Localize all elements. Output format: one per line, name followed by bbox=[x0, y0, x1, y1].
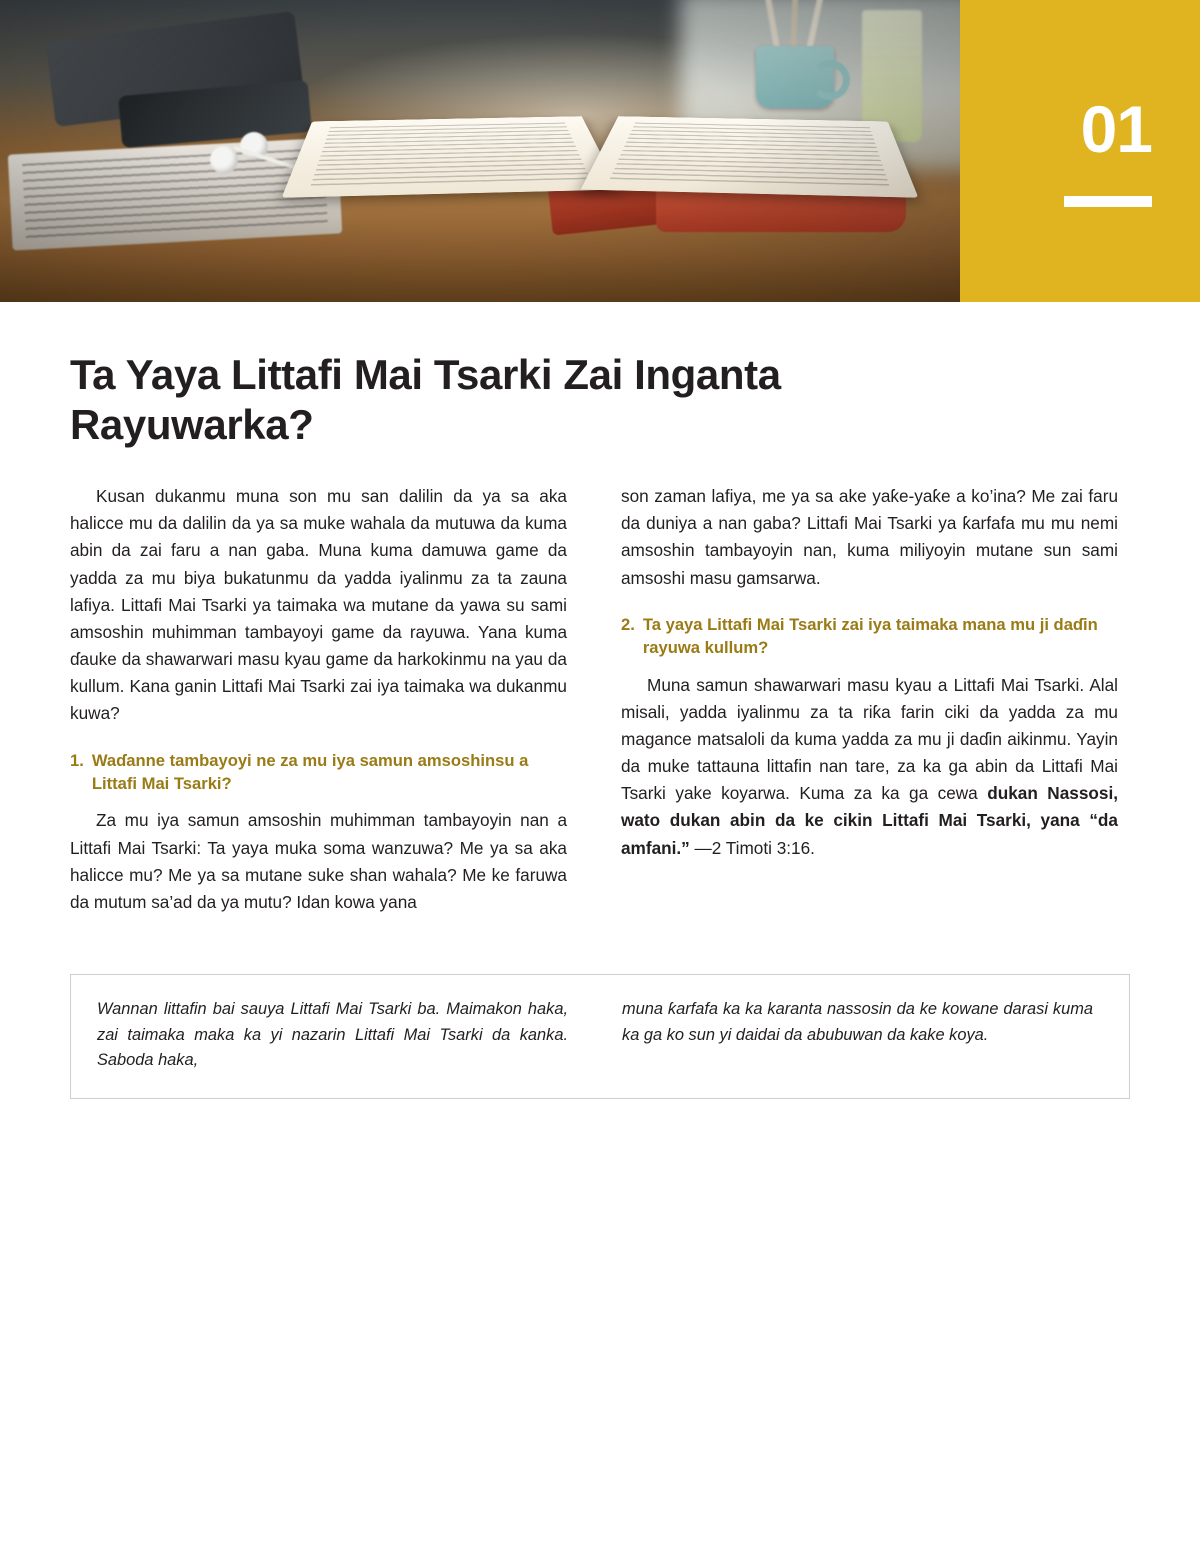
question-2-heading bbox=[621, 614, 1118, 660]
footnote-column-1: Wannan littafin bai sauya Littafi Mai Tsarki ba. Maimakon haka, zai taimaka maka ka yi nazarin Littafi Mai Tsarki da kanka. Saboda haka, bbox=[97, 1000, 568, 1070]
left-column bbox=[70, 483, 567, 916]
question-1-number: 1. bbox=[70, 750, 84, 770]
question-2-answer bbox=[621, 672, 1118, 862]
photo-vignette bbox=[0, 0, 960, 302]
question-1-answer-part1: Za mu iya samun amsoshin muhimman tambayoyin nan a Littafi Mai Tsarki: Ta yaya muka soma wanzuwa? Me ya sa aka halicce mu? Me ya sa mutane suke shan wahala? Me ke faruwa da mutum sa’ad da ya mutu? Idan kowa yana bbox=[70, 810, 567, 912]
question-1-answer-part2: son zaman lafiya, me ya sa ake yaƙe-yaƙe a ko’ina? Me zai faru da duniya a nan gaba? Littafi Mai Tsarki ya ƙarfafa mu mu nemi amsoshin tambayoyin nan, kuma miliyoyin mutane sun sami amsoshi masu gamsarwa. bbox=[621, 486, 1118, 588]
question-2-number: 2. bbox=[621, 614, 635, 634]
two-column-layout bbox=[70, 483, 1130, 916]
question-2-answer-lead: Muna samun shawarwari masu kyau a Littafi Mai Tsarki. Alal misali, yadda iyalinmu za ta riƙa farin ciki da yadda za mu magance matsaloli da kuma yadda za mu ji daɗin aikinmu. Yayin da muke tattauna littafin nan tare, za ka ga abin da Littafi Mai Tsarki yake koyarwa. Kuma za ka ga cewa bbox=[621, 674, 1118, 804]
page-title: Ta Yaya Littafi Mai Tsarki Zai Inganta Rayuwarka? bbox=[70, 351, 781, 448]
question-1-text: Waɗanne tambayoyi ne za mu iya samun amsoshinsu a Littafi Mai Tsarki? bbox=[91, 750, 529, 793]
question-1-heading bbox=[70, 750, 567, 796]
right-column bbox=[621, 483, 1118, 916]
footnote-box bbox=[70, 974, 1130, 1099]
intro-paragraph: Kusan dukanmu muna son mu san dalilin da ya sa aka halicce mu da dalilin da ya sa muke wahala da mutuwa da kuma abin da zai faru a nan gaba. Muna kuma damuwa game da yadda za mu biya bukatunmu da yadda iyalinmu za ta zauna lafiya. Littafi Mai Tsarki ya taimaka wa mutane da yawa su sami amsoshin muhimman tambayoyi game da rayuwa. Yana kuma ɗauke da shawarwari masu kyau game da harkokinmu na yau da kullum. Kana ganin Littafi Mai Tsarki zai iya taimaka wa dukanmu kuwa? bbox=[70, 486, 567, 724]
question-2-scripture-quote: dukan Nassosi, wato dukan abin da ke cikin Littafi Mai Tsarki, yana “da amfani.” bbox=[621, 783, 1119, 858]
open-bible-on-desk-photo bbox=[0, 0, 960, 302]
lesson-number-badge bbox=[960, 0, 1200, 302]
question-2-text: Ta yaya Littafi Mai Tsarki zai iya taimaka mana mu ji daɗin rayuwa kullum? bbox=[642, 614, 1098, 657]
lesson-number: 01 bbox=[1080, 92, 1152, 166]
article-content bbox=[0, 350, 1200, 916]
footnote-column-2: muna ƙarfafa ka ka karanta nassosin da ke kowane darasi kuma ka ga ko sun yi daidai da abubuwan da kake koya. bbox=[622, 1000, 1093, 1044]
lesson-number-underline bbox=[1064, 196, 1152, 207]
hero-banner bbox=[0, 0, 1200, 302]
question-2-scripture-citation: —2 Timoti 3:16. bbox=[689, 837, 815, 858]
